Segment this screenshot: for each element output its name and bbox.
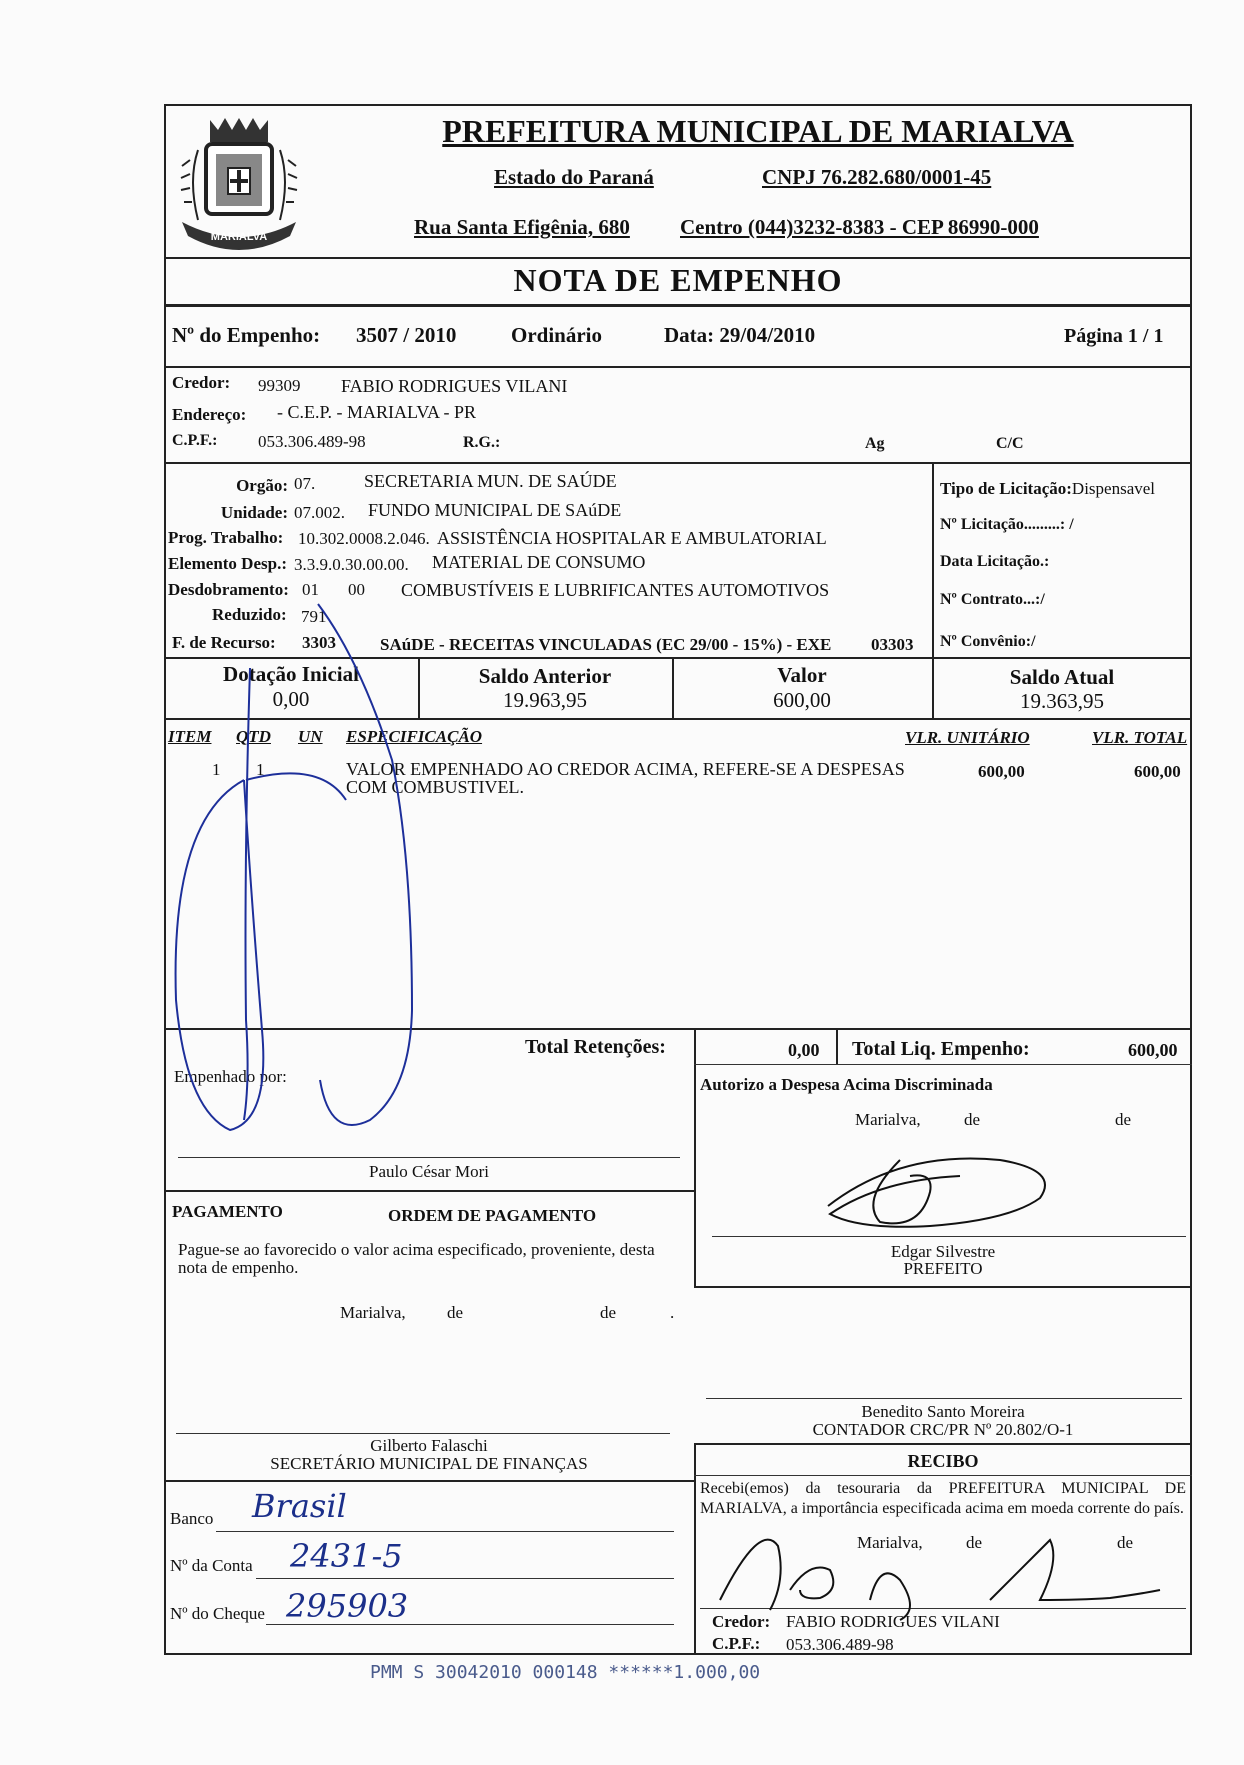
account-label: C/C xyxy=(996,435,1024,452)
col-item: ITEM xyxy=(168,727,212,746)
finance-secretary-role: SECRETÁRIO MUNICIPAL DE FINANÇAS xyxy=(270,1454,588,1473)
item-qtd: 1 xyxy=(256,760,265,779)
agency-label: Ag xyxy=(865,435,885,452)
prog-name: ASSISTÊNCIA HOSPITALAR E AMBULATORIAL xyxy=(437,528,827,548)
receipt-de-2: de xyxy=(1117,1533,1134,1552)
issued-by-signer: Paulo César Mori xyxy=(369,1162,489,1181)
unidade-name: FUNDO MUNICIPAL DE SAúDE xyxy=(368,500,622,520)
orgao-label: Orgão: xyxy=(236,476,288,495)
seal-text: MARIALVA xyxy=(210,231,268,243)
authorization-de-1: de xyxy=(964,1110,981,1129)
current-balance-label: Saldo Atual xyxy=(1009,665,1115,689)
bank-handwritten: Brasil xyxy=(252,1487,347,1525)
amount-value: 600,00 xyxy=(773,688,831,712)
previous-balance-value: 19.963,95 xyxy=(503,688,587,712)
recurso-code: 3303 xyxy=(302,633,336,652)
receipt-de-1: de xyxy=(966,1533,983,1552)
unidade-code: 07.002. xyxy=(294,503,345,522)
orgao-code: 07. xyxy=(294,474,316,493)
elemento-name: MATERIAL DE CONSUMO xyxy=(432,552,646,572)
convenio-number: Nº Convênio:/ xyxy=(940,633,1036,650)
initial-allocation-label: Dotação Inicial xyxy=(223,662,359,686)
total-retentions-value: 0,00 xyxy=(788,1040,820,1060)
city-hall-title: PREFEITURA MUNICIPAL DE MARIALVA xyxy=(442,113,1074,149)
empenho-number: 3507 / 2010 xyxy=(356,323,457,347)
payment-order-label: ORDEM DE PAGAMENTO xyxy=(388,1206,597,1225)
prog-code: 10.302.0008.2.046. xyxy=(298,529,430,548)
desdobramento-a: 01 xyxy=(302,580,319,599)
page-number: Página 1 / 1 xyxy=(1064,325,1164,347)
authorization-place: Marialva, xyxy=(855,1110,921,1129)
col-total-price: VLR. TOTAL xyxy=(1092,728,1188,747)
item-number: 1 xyxy=(212,760,221,779)
check-handwritten: 295903 xyxy=(286,1587,409,1625)
address-label: Endereço: xyxy=(172,405,247,424)
payment-de-2: de xyxy=(600,1303,617,1322)
col-un: UN xyxy=(298,727,323,746)
licitacao-date: Data Licitação.: xyxy=(940,553,1050,570)
check-number-label: Nº do Cheque xyxy=(170,1604,265,1623)
payment-text-line1: Pague-se ao favorecido o valor acima especificado, proveniente, desta xyxy=(178,1240,655,1259)
amount-label: Valor xyxy=(777,663,827,687)
elemento-code: 3.3.9.0.30.00.00. xyxy=(294,555,409,574)
item-unit-price: 600,00 xyxy=(978,762,1025,781)
current-balance-value: 19.363,95 xyxy=(1020,689,1104,713)
accountant-role: CONTADOR CRC/PR Nº 20.802/O-1 xyxy=(812,1420,1074,1439)
bank-label: Banco xyxy=(170,1509,214,1528)
issued-by-label: Empenhado por: xyxy=(174,1067,287,1086)
desdobramento-b: 00 xyxy=(348,580,365,599)
previous-balance-label: Saldo Anterior xyxy=(478,664,612,688)
reduzido-value: 791 xyxy=(301,607,327,626)
mayor-role: PREFEITO xyxy=(903,1259,983,1278)
empenho-type: Ordinário xyxy=(511,323,603,347)
empenho-date: Data: 29/04/2010 xyxy=(664,323,816,347)
total-net-label: Total Liq. Empenho: xyxy=(852,1038,1030,1060)
state-name: Estado do Paraná xyxy=(494,165,654,189)
contract-number: Nº Contrato...:/ xyxy=(940,591,1045,608)
col-qtd: QTD xyxy=(236,727,271,746)
desdobramento-name: COMBUSTÍVEIS E LUBRIFICANTES AUTOMOTIVOS xyxy=(401,580,830,600)
item-total-price: 600,00 xyxy=(1134,762,1181,781)
initial-allocation-value: 0,00 xyxy=(272,687,310,711)
district-phone-cep: Centro (044)3232-8383 - CEP 86990-000 xyxy=(680,215,1039,239)
receipt-cpf-label: C.P.F.: xyxy=(712,1634,761,1653)
payment-label: PAGAMENTO xyxy=(172,1202,283,1221)
finance-secretary-name: Gilberto Falaschi xyxy=(370,1436,488,1455)
empenho-number-label: Nº do Empenho: xyxy=(172,323,321,347)
item-description-line2: COM COMBUSTIVEL. xyxy=(346,777,525,797)
receipt-place: Marialva, xyxy=(857,1533,923,1552)
orgao-name: SECRETARIA MUN. DE SAÚDE xyxy=(364,471,617,491)
receipt-cpf: 053.306.489-98 xyxy=(786,1635,894,1654)
licitacao-number: Nº Licitação.........: / xyxy=(940,516,1074,533)
street-address: Rua Santa Efigênia, 680 xyxy=(414,215,630,239)
elemento-label: Elemento Desp.: xyxy=(168,554,287,573)
licitacao-type-label: Tipo de Licitação: xyxy=(940,479,1072,498)
cpf-label: C.P.F.: xyxy=(172,432,218,449)
item-description-line1: VALOR EMPENHADO AO CREDOR ACIMA, REFERE-SE A DESPESAS xyxy=(346,759,905,779)
recurso-number: 03303 xyxy=(871,635,914,654)
unidade-label: Unidade: xyxy=(220,503,288,522)
recurso-name: SAúDE - RECEITAS VINCULADAS (EC 29/00 - 15%) - EXE xyxy=(380,635,832,654)
cnpj: CNPJ 76.282.680/0001-45 xyxy=(762,165,992,189)
accountant-name: Benedito Santo Moreira xyxy=(861,1402,1025,1421)
account-number-label: Nº da Conta xyxy=(170,1556,253,1575)
account-handwritten: 2431-5 xyxy=(290,1537,403,1575)
reduzido-label: Reduzido: xyxy=(212,605,287,624)
receipt-title: RECIBO xyxy=(907,1451,979,1471)
payment-de-dot: . xyxy=(670,1303,675,1322)
prog-label: Prog. Trabalho: xyxy=(168,528,284,547)
payment-stamp: PMM S 30042010 000148 ******1.000,00 xyxy=(370,1662,761,1683)
authorization-de-2: de xyxy=(1115,1110,1132,1129)
col-unit-price: VLR. UNITÁRIO xyxy=(905,728,1030,747)
receipt-text: Recebi(emos) da tesouraria da PREFEITURA MUNICIPAL DE MARIALVA, a importância especificada acima em moeda corrente do país. xyxy=(700,1480,1186,1517)
licitacao-type xyxy=(940,479,1155,499)
municipal-seal-icon xyxy=(168,110,310,260)
authorization-label: Autorizo a Despesa Acima Discriminada xyxy=(700,1075,993,1094)
receipt-creditor-label: Credor: xyxy=(712,1612,771,1631)
creditor-cpf: 053.306.489-98 xyxy=(258,432,366,451)
mayor-name: Edgar Silvestre xyxy=(890,1242,996,1261)
payment-de-1: de xyxy=(447,1303,464,1322)
licitacao-type-value: Dispensavel xyxy=(1071,479,1156,498)
rg-label: R.G.: xyxy=(463,434,501,451)
receipt-creditor-name: FABIO RODRIGUES VILANI xyxy=(786,1612,1000,1631)
payment-text-line2: nota de empenho. xyxy=(178,1258,299,1277)
creditor-address: - C.E.P. - MARIALVA - PR xyxy=(277,402,477,422)
document-title: NOTA DE EMPENHO xyxy=(513,262,843,298)
total-net-value: 600,00 xyxy=(1128,1040,1178,1060)
col-especificacao: ESPECIFICAÇÃO xyxy=(346,727,483,746)
recurso-label: F. de Recurso: xyxy=(172,633,276,652)
desdobramento-label: Desdobramento: xyxy=(168,580,289,599)
total-retentions-label: Total Retenções: xyxy=(525,1036,666,1058)
creditor-name: FABIO RODRIGUES VILANI xyxy=(341,376,568,396)
creditor-code: 99309 xyxy=(258,376,301,395)
creditor-label: Credor: xyxy=(172,373,231,392)
payment-place: Marialva, xyxy=(340,1303,406,1322)
